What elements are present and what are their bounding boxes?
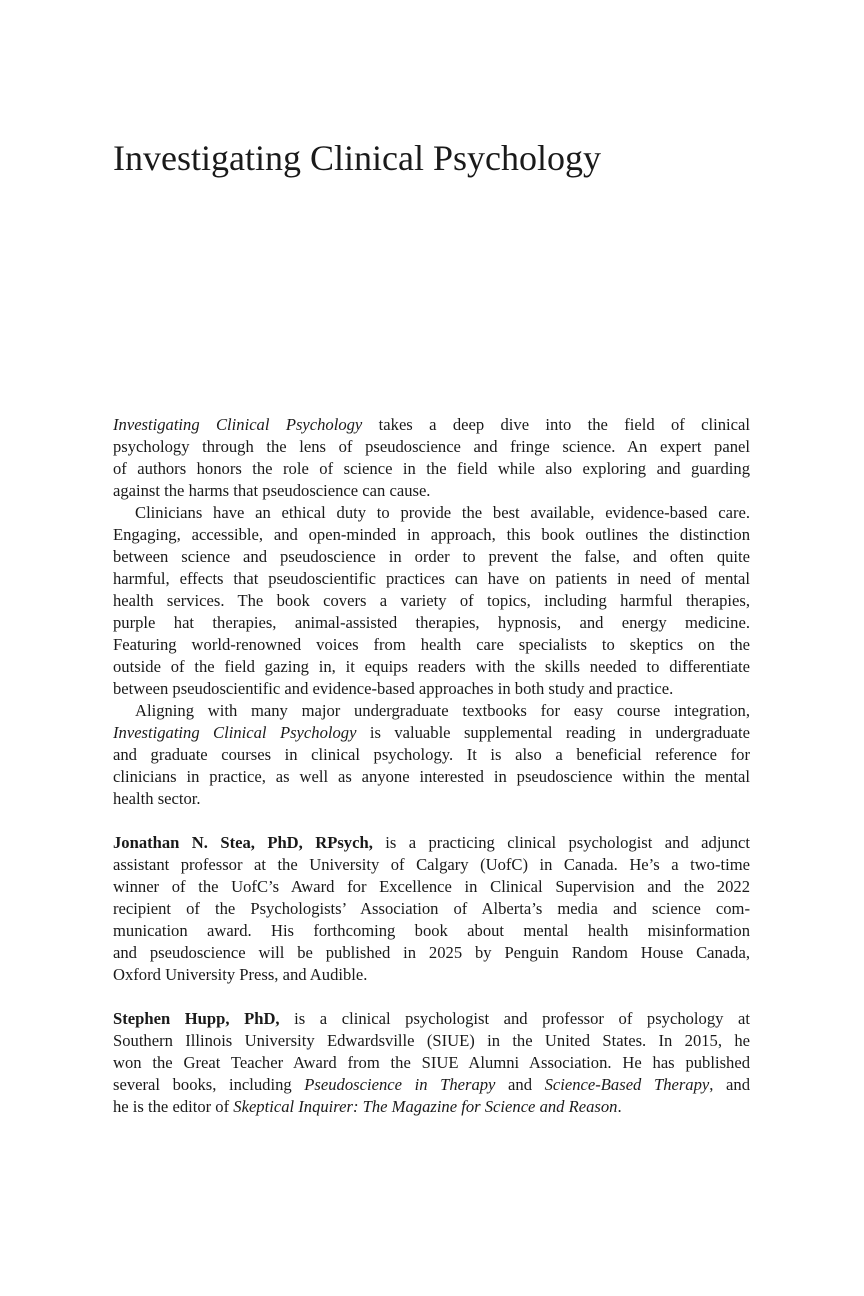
text-segment: is a clinical psychologist and professor of psychology at [279,1009,750,1028]
text-line [113,876,750,898]
author-name: Jonathan N. Stea, PhD, RPsych, [113,833,373,852]
text-segment: , and [709,1075,751,1094]
text-segment: is valuable supplemental reading in undergraduate [356,723,750,742]
text-segment: against the harms that pseudoscience can cause. [113,481,431,500]
italic-title: Skeptical Inquirer: The Magazine for Science and Reason [233,1097,618,1116]
text-segment: Southern Illinois University Edwardsville (SIUE) in the United States. In 2015, he [113,1031,750,1050]
text-segment: purple hat therapies, animal-assisted therapies, hypnosis, and energy medicine. [113,613,750,632]
italic-title: Investigating Clinical Psychology [113,415,363,434]
text-line [113,568,750,590]
description-paragraph-2 [113,502,750,700]
text-line [113,524,750,546]
text-line [113,1030,750,1052]
text-line [113,656,750,678]
description-paragraph-3 [113,700,750,810]
text-line [113,854,750,876]
text-line [113,964,750,986]
text-segment: harmful, effects that pseudoscientific practices can have on patients in need of mental [113,569,750,588]
text-segment: and [495,1075,545,1094]
text-line [113,590,750,612]
text-line [113,788,750,810]
text-segment: health services. The book covers a variety of topics, including harmful therapies, [113,591,750,610]
text-line [113,436,750,458]
text-segment: and pseudoscience will be published in 2025 by Penguin Random House Canada, [113,943,750,962]
text-line [113,458,750,480]
text-segment: munication award. His forthcoming book about mental health misinformation [113,921,750,940]
text-line [113,744,750,766]
text-line [113,1008,750,1030]
text-line [113,612,750,634]
text-segment: Oxford University Press, and Audible. [113,965,368,984]
text-segment: Engaging, accessible, and open-minded in approach, this book outlines the distinction [113,525,750,544]
text-line [113,546,750,568]
text-segment: clinicians in practice, as well as anyone interested in pseudoscience within the mental [113,767,750,786]
text-line [113,700,750,722]
text-line [113,920,750,942]
text-segment: Featuring world-renowned voices from health care specialists to skeptics on the [113,635,750,654]
text-segment: assistant professor at the University of Calgary (UofC) in Canada. He’s a two-time [113,855,750,874]
text-line [113,898,750,920]
text-line [113,1052,750,1074]
text-line [113,634,750,656]
italic-title: Science-Based Therapy [544,1075,710,1094]
text-segment: won the Great Teacher Award from the SIUE Alumni Association. He has published [113,1053,750,1072]
text-segment: and graduate courses in clinical psychology. It is also a beneficial reference for [113,745,750,764]
text-segment: Clinicians have an ethical duty to provide the best available, evidence-based care. [135,503,750,522]
text-line [113,722,750,744]
text-line [113,766,750,788]
author-bio-stea [113,832,750,986]
text-segment: recipient of the Psychologists’ Association of Alberta’s media and science com- [113,899,750,918]
text-segment: psychology through the lens of pseudoscience and fringe science. An expert panel [113,437,750,456]
book-title: Investigating Clinical Psychology [113,138,601,178]
text-line [113,480,750,502]
text-line [113,502,750,524]
text-segment: several books, including [113,1075,305,1094]
text-line [113,414,750,436]
text-segment: . [617,1097,622,1116]
author-bio-hupp [113,1008,750,1118]
text-line [113,832,750,854]
text-line [113,678,750,700]
text-segment: health sector. [113,789,201,808]
author-name: Stephen Hupp, PhD, [113,1009,280,1028]
text-line [113,1096,750,1118]
text-segment: he is the editor of [113,1097,234,1116]
text-line [113,1074,750,1096]
text-segment: winner of the UofC’s Award for Excellence in Clinical Supervision and the 2022 [113,877,750,896]
text-segment: outside of the field gazing in, it equips readers with the skills needed to differentiate [113,657,750,676]
text-segment: between science and pseudoscience in order to prevent the false, and often quite [113,547,750,566]
text-segment: is a practicing clinical psychologist and adjunct [372,833,750,852]
description-paragraph-1 [113,414,750,502]
text-segment: takes a deep dive into the field of clinical [362,415,750,434]
text-segment: Aligning with many major undergraduate textbooks for easy course integration, [135,701,750,720]
italic-title: Investigating Clinical Psychology [113,723,357,742]
text-segment: between pseudoscientific and evidence-based approaches in both study and practice. [113,679,674,698]
text-line [113,942,750,964]
italic-title: Pseudoscience in Therapy [304,1075,496,1094]
text-segment: of authors honors the role of science in the field while also exploring and guarding [113,459,750,478]
